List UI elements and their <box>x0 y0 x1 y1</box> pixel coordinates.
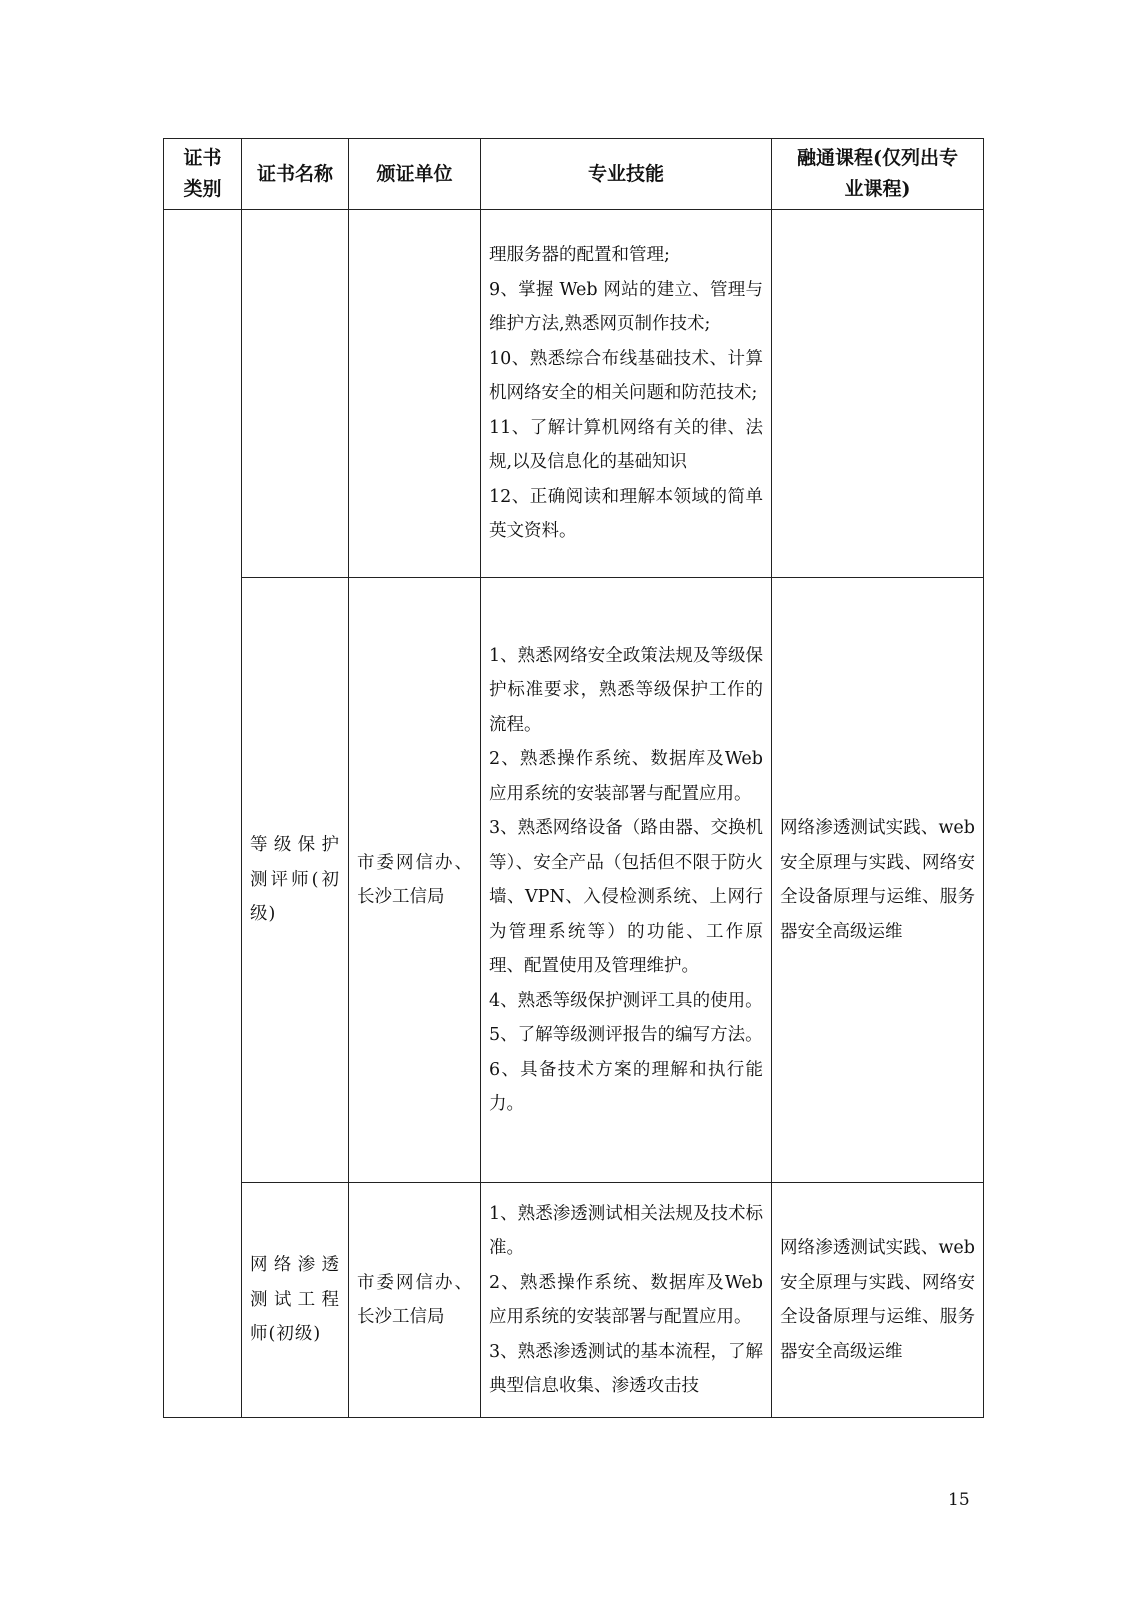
table-header-row <box>164 139 984 210</box>
skill-item: 3、熟悉网络设备（路由器、交换机等）、安全产品（包括但不限于防火墙、VPN、入侵检测系统、上网行为管理系统等）的功能、工作原理、配置使用及管理维护。 <box>489 818 763 976</box>
certificate-name-cell: 等级保护测评师(初级) <box>242 578 349 1183</box>
issuer-cell: 市委网信办、长沙工信局 <box>349 1183 481 1418</box>
courses-cell: 网络渗透测试实践、web 安全原理与实践、网络安全设备原理与运维、服务器安全高级运维 <box>772 1183 984 1418</box>
category-cell <box>164 210 242 1418</box>
courses-cell: 网络渗透测试实践、web 安全原理与实践、网络安全设备原理与运维、服务器安全高级运维 <box>772 578 984 1183</box>
header-category: 证书类别 <box>164 139 242 210</box>
header-issuer: 颁证单位 <box>349 139 481 210</box>
courses-cell <box>772 210 984 578</box>
header-skills: 专业技能 <box>481 139 772 210</box>
certificate-name-cell: 网络渗透测试工程师(初级) <box>242 1183 349 1418</box>
issuer-cell <box>349 210 481 578</box>
certificate-table <box>163 138 984 1418</box>
skill-item: 11、了解计算机网络有关的律、法规,以及信息化的基础知识 <box>489 417 763 473</box>
skill-item: 3、熟悉渗透测试的基本流程，了解典型信息收集、渗透攻击技 <box>489 1341 763 1396</box>
skill-item: 1、熟悉渗透测试相关法规及技术标准。 <box>489 1203 763 1258</box>
skill-item: 4、熟悉等级保护测评工具的使用。 <box>489 990 763 1011</box>
header-courses: 融通课程(仅列出专业课程) <box>772 139 984 210</box>
table-row <box>164 1183 984 1418</box>
skills-cell <box>481 1183 772 1418</box>
skill-item: 理服务器的配置和管理; <box>489 245 670 266</box>
skill-item: 6、具备技术方案的理解和执行能力。 <box>489 1059 763 1114</box>
skill-item: 9、掌握 Web 网站的建立、管理与维护方法,熟悉网页制作技术; <box>489 279 763 335</box>
table-row <box>164 210 984 578</box>
page-number: 15 <box>948 1490 970 1510</box>
skill-item: 5、了解等级测评报告的编写方法。 <box>489 1025 763 1045</box>
skill-item: 2、熟悉操作系统、数据库及Web应用系统的安装部署与配置应用。 <box>489 1272 763 1327</box>
skill-item: 12、正确阅读和理解本领域的简单英文资料。 <box>489 486 763 542</box>
skill-item: 2、熟悉操作系统、数据库及Web应用系统的安装部署与配置应用。 <box>489 749 763 804</box>
skills-cell <box>481 210 772 578</box>
skill-item: 1、熟悉网络安全政策法规及等级保护标准要求，熟悉等级保护工作的流程。 <box>489 645 763 735</box>
table-row <box>164 578 984 1183</box>
skills-cell <box>481 578 772 1183</box>
skill-item: 10、熟悉综合布线基础技术、计算机网络安全的相关问题和防范技术; <box>489 348 763 404</box>
certificate-name-cell <box>242 210 349 578</box>
issuer-cell: 市委网信办、长沙工信局 <box>349 578 481 1183</box>
header-name: 证书名称 <box>242 139 349 210</box>
